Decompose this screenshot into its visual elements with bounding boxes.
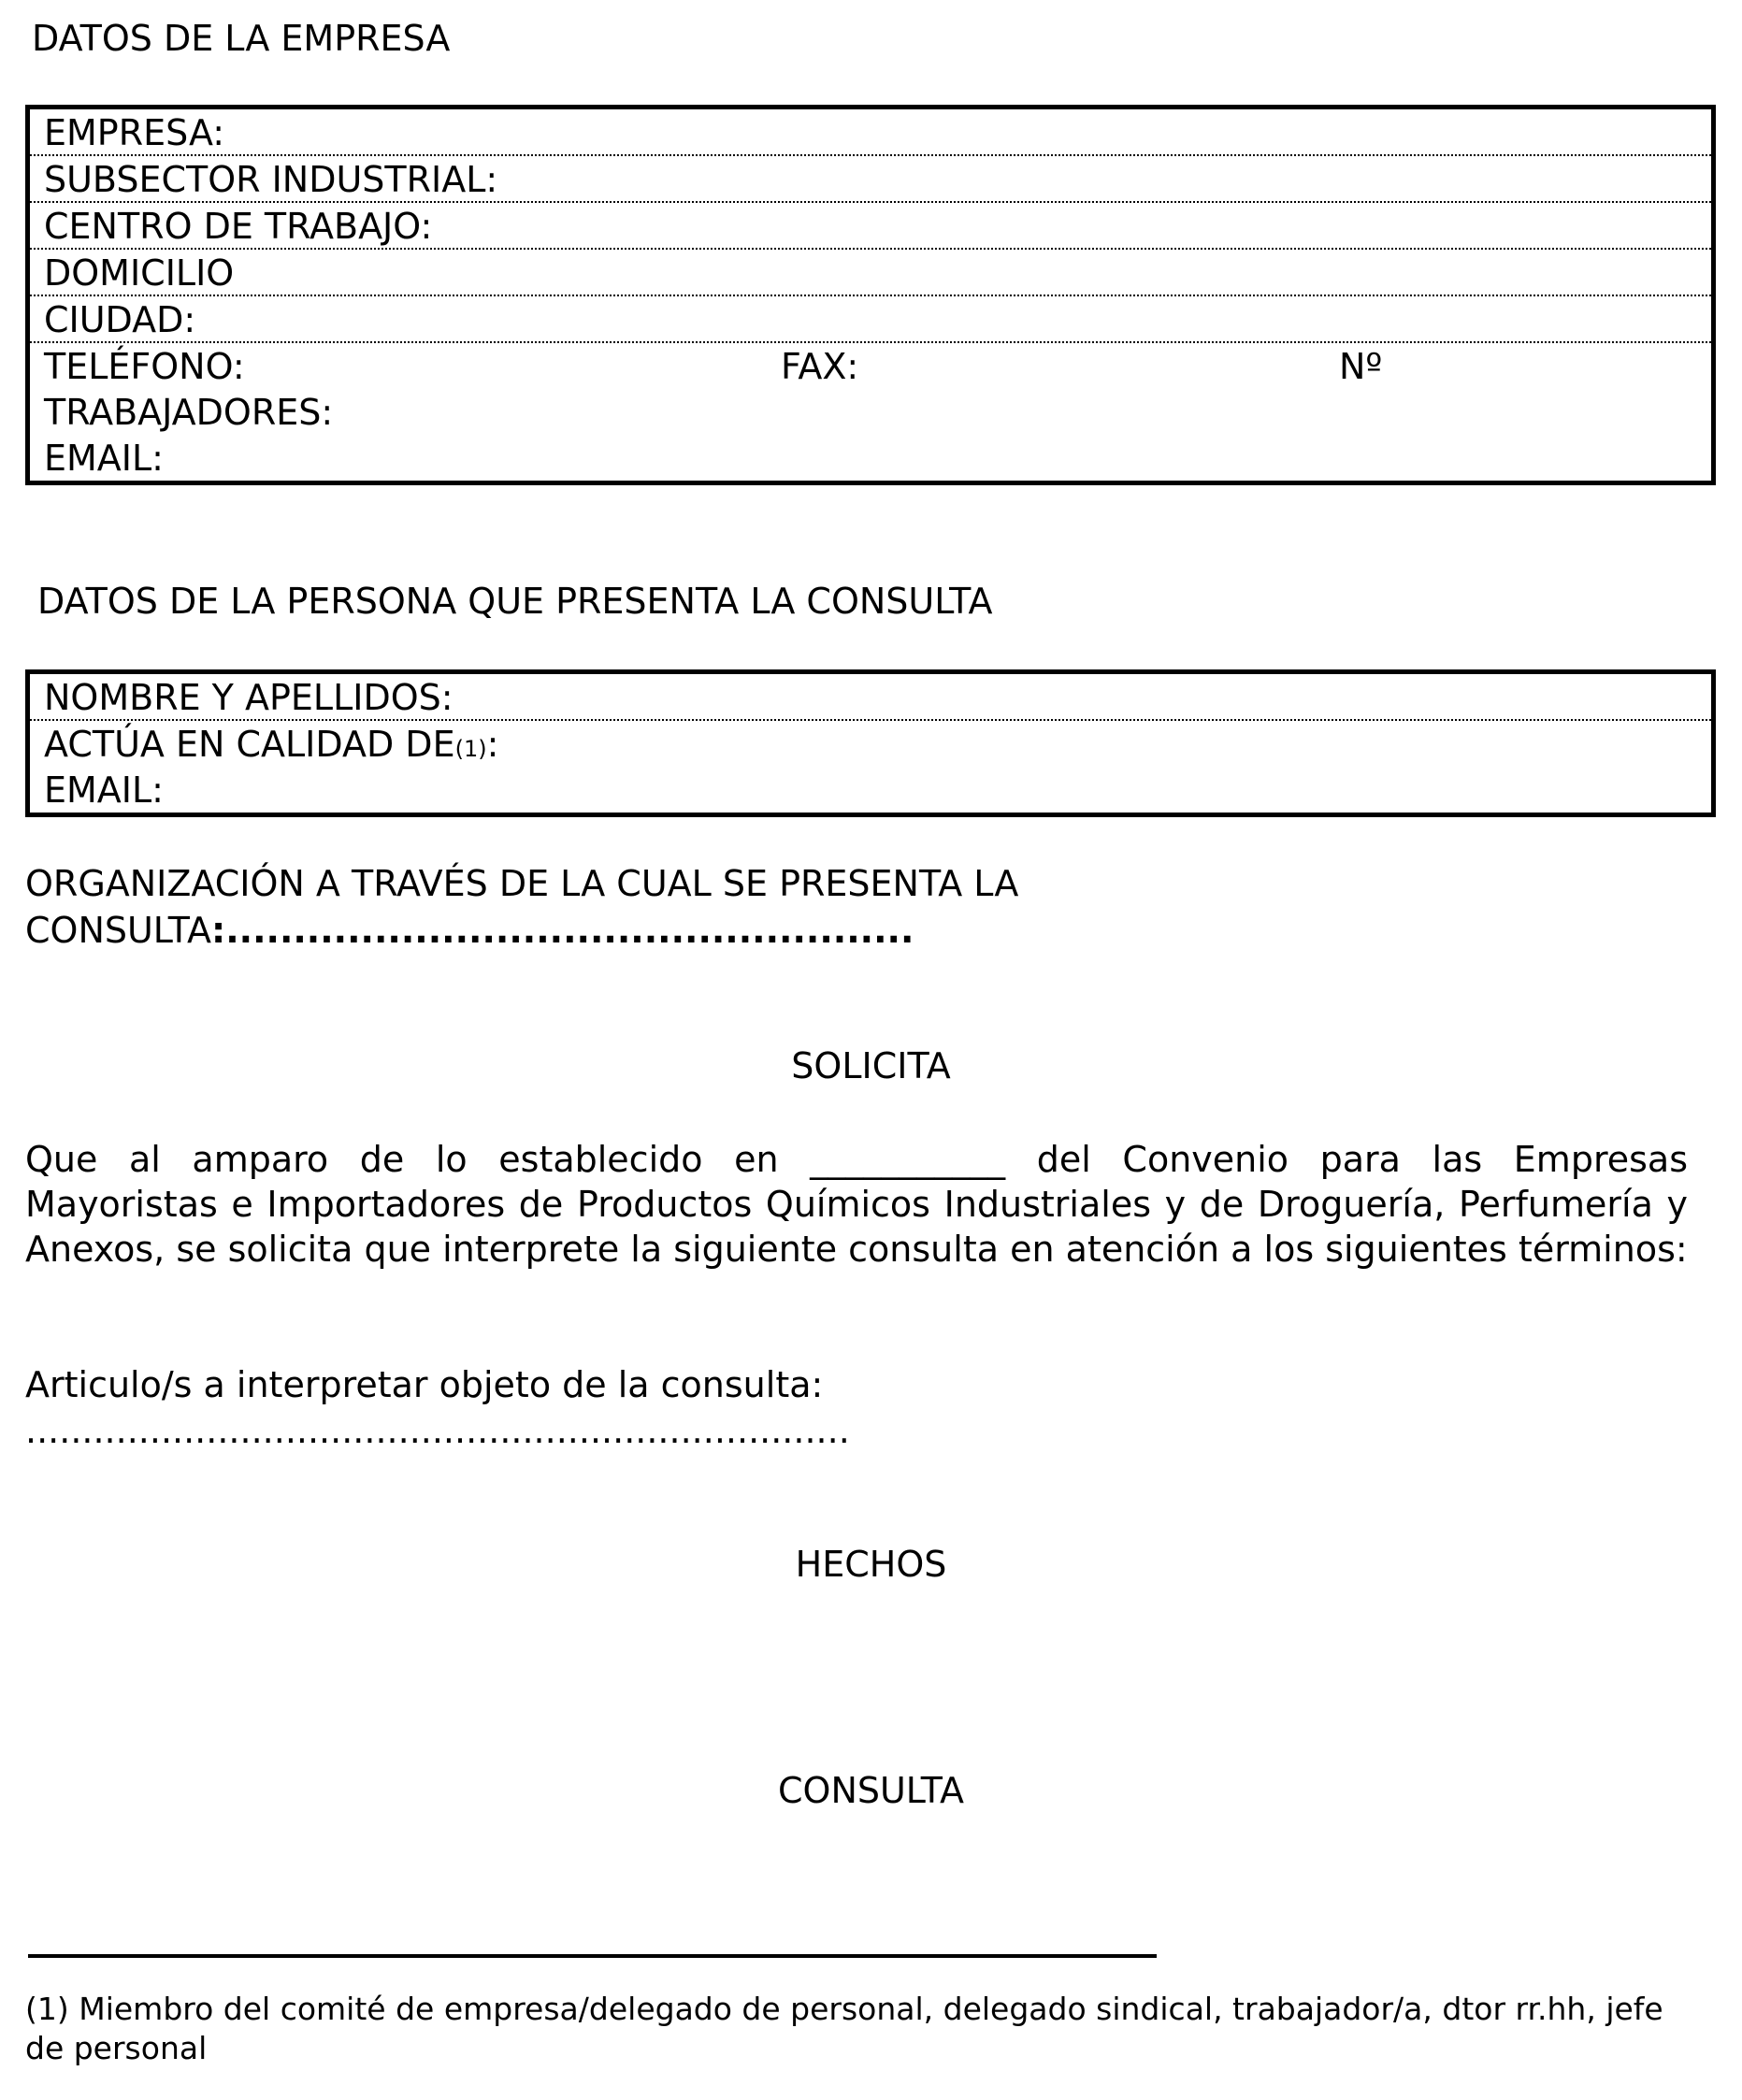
consulta-title: CONSULTA [778,1770,964,1811]
organization-label-line1: ORGANIZACIÓN A TRAVÉS DE LA CUAL SE PRESENTA LA [25,863,1019,904]
company-field-email: EMAIL: [44,438,164,479]
company-field-fax: FAX: [781,346,859,387]
company-field-empresa: EMPRESA: [30,109,1711,156]
company-field-num: Nº [1339,346,1383,387]
solicita-paragraph [25,1137,1688,1272]
footnote: (1) Miembro del comité de empresa/delegado de personal, delegado sindical, trabajador/a, dtor rr.hh, jefe de personal [25,1991,1663,2066]
person-field-email: EMAIL: [44,770,164,811]
person-field-actua: ACTÚA EN CALIDAD DE(1): [44,724,499,765]
company-field-subsector: SUBSECTOR INDUSTRIAL: [30,156,1711,203]
company-section-title: DATOS DE LA EMPRESA [32,18,451,59]
solicita-title: SOLICITA [791,1045,951,1086]
solicita-paragraph-rest: Mayoristas e Importadores de Productos Químicos Industriales y de Droguería, Perfumería y Anexos, se solicita que interprete la siguiente consulta en atención a los siguientes términos: [25,1184,1688,1270]
company-field-telefono-row [30,343,1711,389]
company-field-telefono: TELÉFONO: [44,346,245,387]
company-field-ciudad: CIUDAD: [30,296,1711,343]
person-data-box [25,669,1716,817]
organization-fill-dots: :................................................... [211,910,914,951]
articulos-fill-dots: ......................................................................... [25,1410,850,1451]
organization-label-line2: CONSULTA:................................................... [25,910,914,951]
company-field-trabajadores: TRABAJADORES: [44,392,334,433]
organization-field [25,860,1018,954]
signature-line [28,1954,1157,1958]
company-field-centro: CENTRO DE TRABAJO: [30,203,1711,250]
company-field-domicilio: DOMICILIO [30,250,1711,296]
person-section-title: DATOS DE LA PERSONA QUE PRESENTA LA CONSULTA [37,581,993,622]
footnote-ref: (1) [454,736,487,762]
articulos-label: Articulo/s a interpretar objeto de la consulta: [25,1364,824,1405]
company-data-box [25,105,1716,485]
solicita-paragraph-line1: Que al amparo de lo establecido en ___________ del Convenio para las Empresas [25,1139,1688,1180]
person-field-nombre: NOMBRE Y APELLIDOS: [30,674,1711,721]
hechos-title: HECHOS [795,1544,947,1585]
